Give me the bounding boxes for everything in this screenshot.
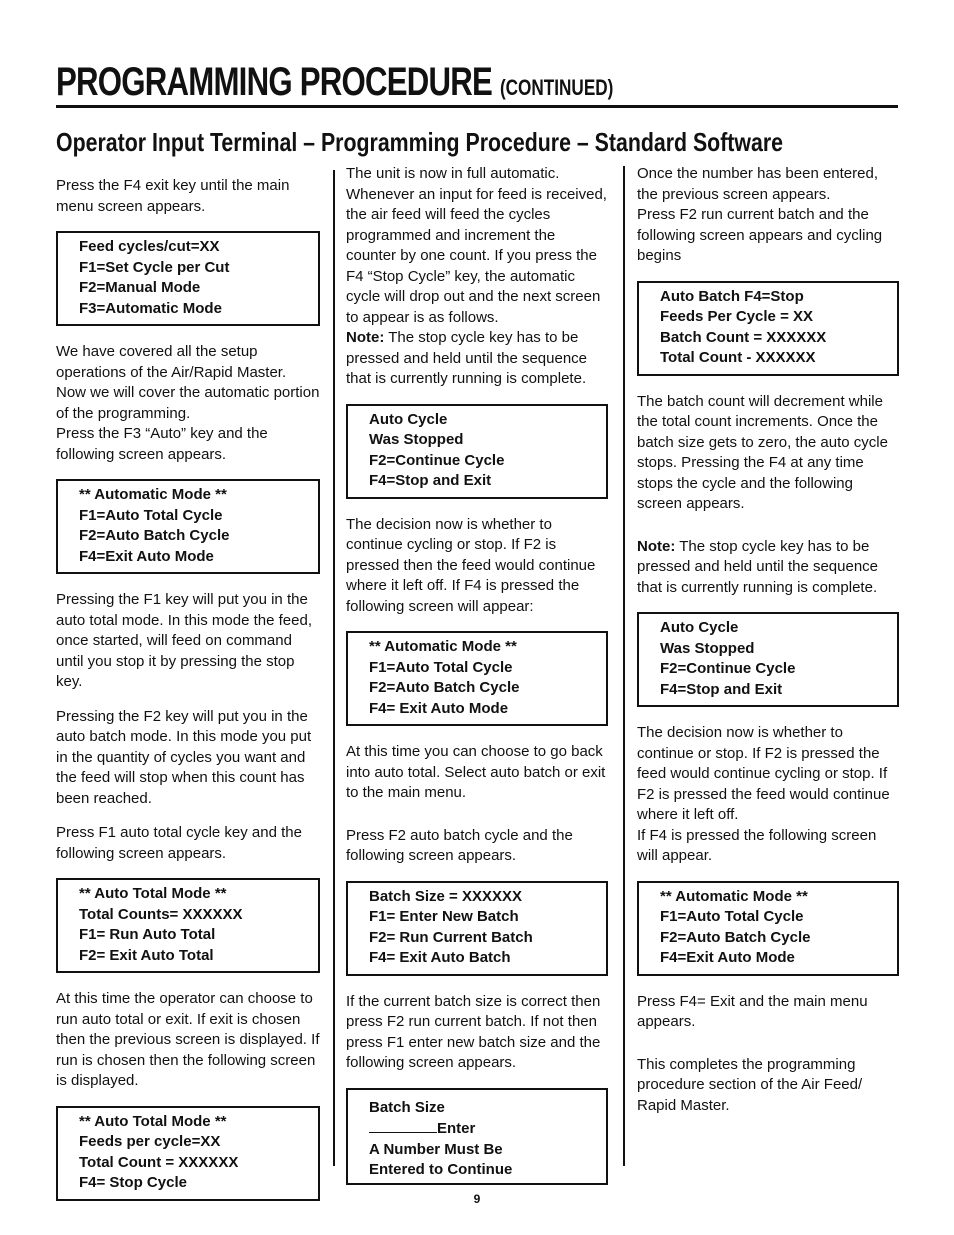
screen-line: Batch Count = XXXXXX xyxy=(660,328,827,346)
paragraph: Press F4= Exit and the main menu appears. xyxy=(637,992,868,1030)
note-label: Note: xyxy=(346,329,385,346)
paragraph: The decision now is whether to continue or stop. If F2 is pressed the feed would continue cycling or stop. If F2 is pressed the feed would continue where it left off. xyxy=(637,724,890,823)
screen-line: F4= Exit Auto Batch xyxy=(369,949,511,966)
screen-line: Auto Cycle xyxy=(369,410,448,428)
terminal-screen-auto-cycle-stopped xyxy=(637,612,899,707)
screen-line: F2=Continue Cycle xyxy=(660,660,796,677)
paragraph: Press the F4 exit key until the main menu screen appears. xyxy=(56,177,290,215)
column-3 xyxy=(637,164,899,1130)
page-title-suffix: (CONTINUED) xyxy=(499,75,614,100)
paragraph: We have covered all the setup operations of the Air/Rapid Master. Now we will cover the automatic portion of the programming. xyxy=(56,343,320,422)
screen-line: Total Count - XXXXXX xyxy=(660,349,816,366)
note-text: The stop cycle key has to be pressed and held until the sequence that is currently running is complete. xyxy=(346,329,588,387)
screen-line: F1=Auto Total Cycle xyxy=(660,908,804,925)
terminal-screen-automatic-mode xyxy=(346,631,608,726)
screen-line: F1= Run Auto Total xyxy=(79,926,216,943)
paragraph: Pressing the F1 key will put you in the auto total mode. In this mode the feed, once started, will feed on command until you stop it by pressing the stop key. xyxy=(56,591,312,690)
screen-line: ** Auto Total Mode ** xyxy=(79,1112,227,1130)
screen-line: F3=Automatic Mode xyxy=(79,299,222,317)
screen-line: Was Stopped xyxy=(660,639,755,657)
terminal-screen-auto-total-running xyxy=(56,1106,320,1201)
terminal-screen-main-menu xyxy=(56,231,320,326)
paragraph: At this time you can choose to go back into auto total. Select auto batch or exit to the main menu. xyxy=(346,743,606,801)
screen-line: F2= Exit Auto Total xyxy=(79,946,214,964)
terminal-screen-enter-batch-size xyxy=(346,1088,608,1185)
paragraph: If the current batch size is correct then press F2 run current batch. If not then press F1 enter new batch size and the following screen appears. xyxy=(346,992,601,1071)
terminal-screen-auto-cycle-stopped xyxy=(346,404,608,499)
screen-line: Feeds Per Cycle = XX xyxy=(660,308,814,325)
paragraph: If F4 is pressed the following screen will appear. xyxy=(637,826,877,864)
screen-line: F2=Manual Mode xyxy=(79,279,201,296)
column-divider-2 xyxy=(623,166,625,1166)
screen-line: ** Automatic Mode ** xyxy=(369,638,517,655)
screen-line: F4=Exit Auto Mode xyxy=(660,949,795,966)
terminal-screen-automatic-mode xyxy=(637,881,899,976)
column-2 xyxy=(346,164,608,1201)
title-divider xyxy=(56,105,898,108)
paragraph: This completes the programming procedure section of the Air Feed/ Rapid Master. xyxy=(637,1055,863,1114)
terminal-screen-auto-total-mode xyxy=(56,878,320,973)
paragraph: The batch count will decrement while the total count increments. Once the batch size gets to zero, the auto cycle stops. Pressing the F4 at any time stops the cycle and the following screen appears. xyxy=(637,392,888,512)
screen-line: F2= Run Current Batch xyxy=(369,928,533,946)
input-blank xyxy=(369,1118,437,1133)
screen-line: Auto Cycle xyxy=(660,619,739,636)
screen-line: F4=Stop and Exit xyxy=(369,472,492,489)
screen-line: ** Automatic Mode ** xyxy=(79,486,227,503)
screen-line: Feed cycles/cut=XX xyxy=(79,238,220,255)
note-label: Note: xyxy=(637,537,676,555)
paragraph: At this time the operator can choose to run auto total or exit. If exit is chosen then the previous screen is displayed. If run is chosen then the following screen is displayed. xyxy=(56,990,320,1089)
screen-line: F4= Stop Cycle xyxy=(79,1174,187,1191)
paragraph: Press F1 auto total cycle key and the following screen appears. xyxy=(56,824,302,862)
screen-line: F2=Auto Batch Cycle xyxy=(369,679,520,696)
terminal-screen-batch-size xyxy=(346,881,608,976)
screen-line: Batch Size = XXXXXX xyxy=(369,887,522,905)
terminal-screen-auto-batch xyxy=(637,281,899,376)
screen-line: Total Count = XXXXXX xyxy=(79,1153,239,1171)
note-text: The stop cycle key has to be pressed and held until the sequence that is currently running is complete. xyxy=(637,537,879,596)
screen-line: Total Counts= XXXXXX xyxy=(79,905,243,923)
paragraph: Once the number has been entered, the previous screen appears. xyxy=(637,165,878,203)
page-number: 9 xyxy=(473,1192,481,1206)
page-title xyxy=(56,58,613,112)
column-1 xyxy=(56,176,320,1217)
screen-line: F2=Auto Batch Cycle xyxy=(660,928,811,946)
screen-line: Was Stopped xyxy=(369,431,464,448)
screen-line: F1=Auto Total Cycle xyxy=(79,506,223,524)
enter-label: Enter xyxy=(437,1120,476,1137)
page-title-main: PROGRAMMING PROCEDURE xyxy=(56,60,493,104)
screen-line: F1= Enter New Batch xyxy=(369,908,519,925)
screen-line: ** Auto Total Mode ** xyxy=(79,885,227,902)
screen-line: F4=Exit Auto Mode xyxy=(79,547,214,565)
paragraph: Press F2 auto batch cycle and the following screen appears. xyxy=(346,826,573,864)
screen-line: F2=Auto Batch Cycle xyxy=(79,527,230,544)
paragraph: The decision now is whether to continue cycling or stop. If F2 is pressed then the feed would continue where it left off. If F4 is pressed the following screen will appear: xyxy=(346,515,596,615)
note-paragraph xyxy=(637,537,899,599)
screen-line: F2=Continue Cycle xyxy=(369,451,505,469)
paragraph: Press F2 run current batch and the following screen appears and cycling begins xyxy=(637,206,883,264)
terminal-screen-automatic-mode xyxy=(56,479,320,574)
paragraph: Pressing the F2 key will put you in the auto batch mode. In this mode you put in the quantity of cycles you want and the feed will stop when this count has been reached. xyxy=(56,707,312,807)
note-paragraph xyxy=(346,328,608,390)
screen-line-enter xyxy=(369,1118,596,1140)
screen-line: F1=Set Cycle per Cut xyxy=(79,258,230,276)
screen-line: A Number Must Be xyxy=(369,1140,503,1158)
paragraph: Press the F3 “Auto” key and the following screen appears. xyxy=(56,425,268,463)
screen-line: F4=Stop and Exit xyxy=(660,680,783,698)
paragraph: The unit is now in full automatic. Whenever an input for feed is received, the air feed will feed the cycles programmed and increment the counter by one count. If you press the F4 “Stop Cycle” key, the automatic cycle will drop out and the next screen to appear is as follows. xyxy=(346,165,607,326)
screen-line: ** Automatic Mode ** xyxy=(660,887,808,905)
screen-line: Auto Batch F4=Stop xyxy=(660,287,804,305)
screen-line: Batch Size xyxy=(369,1098,445,1116)
screen-line: F1=Auto Total Cycle xyxy=(369,658,513,676)
column-divider-1 xyxy=(333,170,335,1166)
screen-line: F4= Exit Auto Mode xyxy=(369,699,509,717)
screen-line: Entered to Continue xyxy=(369,1161,513,1178)
section-heading: Operator Input Terminal – Programming Procedure – Standard Software xyxy=(56,127,784,157)
screen-line: Feeds per cycle=XX xyxy=(79,1133,221,1150)
